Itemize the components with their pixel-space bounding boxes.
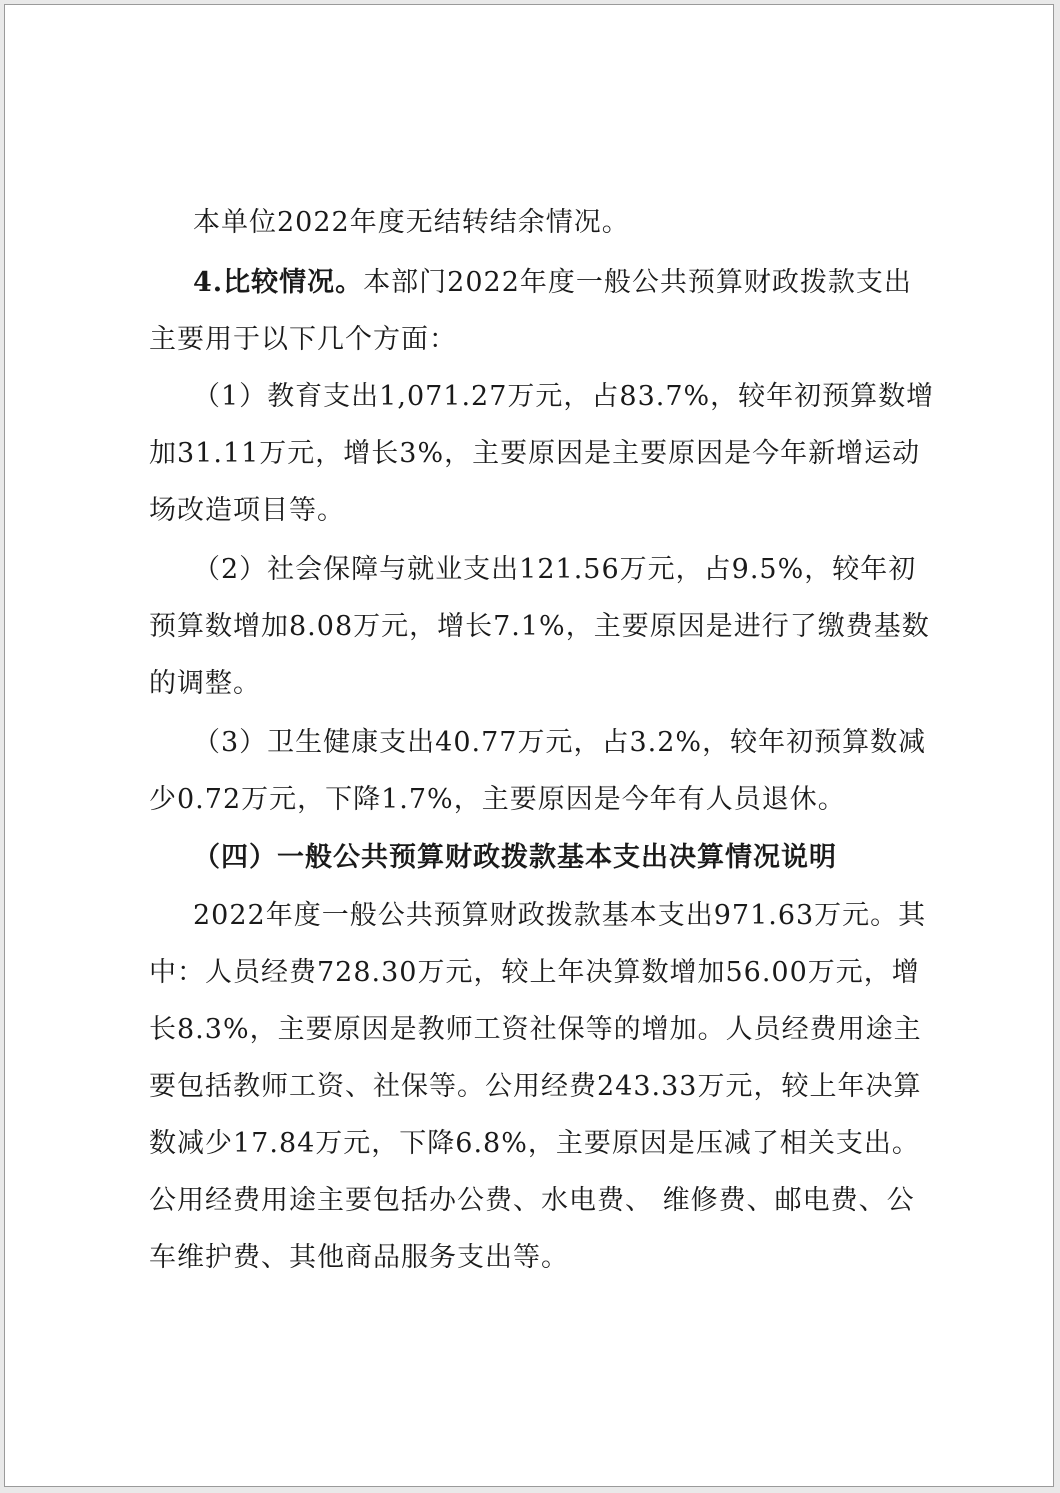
document-page — [4, 4, 1054, 1487]
paragraph-line: （3）卫生健康支出40.77万元，占3.2%，较年初预算数减 — [193, 727, 927, 758]
paragraph-text: 本部门2022年度一般公共预算财政拨款支出 — [363, 267, 912, 298]
paragraph-line: 中：人员经费728.30万元，较上年决算数增加56.00万元，增 — [149, 957, 920, 988]
paragraph-line: 要包括教师工资、社保等。公用经费243.33万元，较上年决算 — [149, 1071, 922, 1102]
paragraph-line: 2022年度一般公共预算财政拨款基本支出971.63万元。其 — [193, 900, 927, 931]
paragraph-line: 主要用于以下几个方面： — [149, 324, 457, 355]
section-lead: 4.比较情况。 — [193, 267, 364, 298]
paragraph-line: 数减少17.84万元，下降6.8%，主要原因是压减了相关支出。 — [149, 1128, 920, 1159]
paragraph-line: 少0.72万元，下降1.7%，主要原因是今年有人员退休。 — [149, 784, 846, 815]
section-heading: （四）一般公共预算财政拨款基本支出决算情况说明 — [193, 842, 837, 873]
paragraph-line: （1）教育支出1,071.27万元，占83.7%，较年初预算数增 — [193, 381, 935, 412]
paragraph-line: 车维护费、其他商品服务支出等。 — [149, 1242, 569, 1273]
paragraph-line: （2）社会保障与就业支出121.56万元，占9.5%，较年初 — [193, 554, 917, 585]
paragraph-line: 预算数增加8.08万元，增长7.1%，主要原因是进行了缴费基数 — [149, 611, 930, 642]
paragraph-line: 加31.11万元，增长3%，主要原因是主要原因是今年新增运动 — [149, 438, 921, 469]
paragraph-line: 本单位2022年度无结转结余情况。 — [193, 207, 630, 238]
paragraph-line: 长8.3%，主要原因是教师工资社保等的增加。人员经费用途主 — [149, 1014, 922, 1045]
paragraph-line — [193, 268, 973, 298]
paragraph-line: 场改造项目等。 — [149, 495, 345, 526]
paragraph-line: 公用经费用途主要包括办公费、水电费、 维修费、邮电费、公 — [149, 1185, 915, 1216]
paragraph-line: 的调整。 — [149, 668, 261, 699]
